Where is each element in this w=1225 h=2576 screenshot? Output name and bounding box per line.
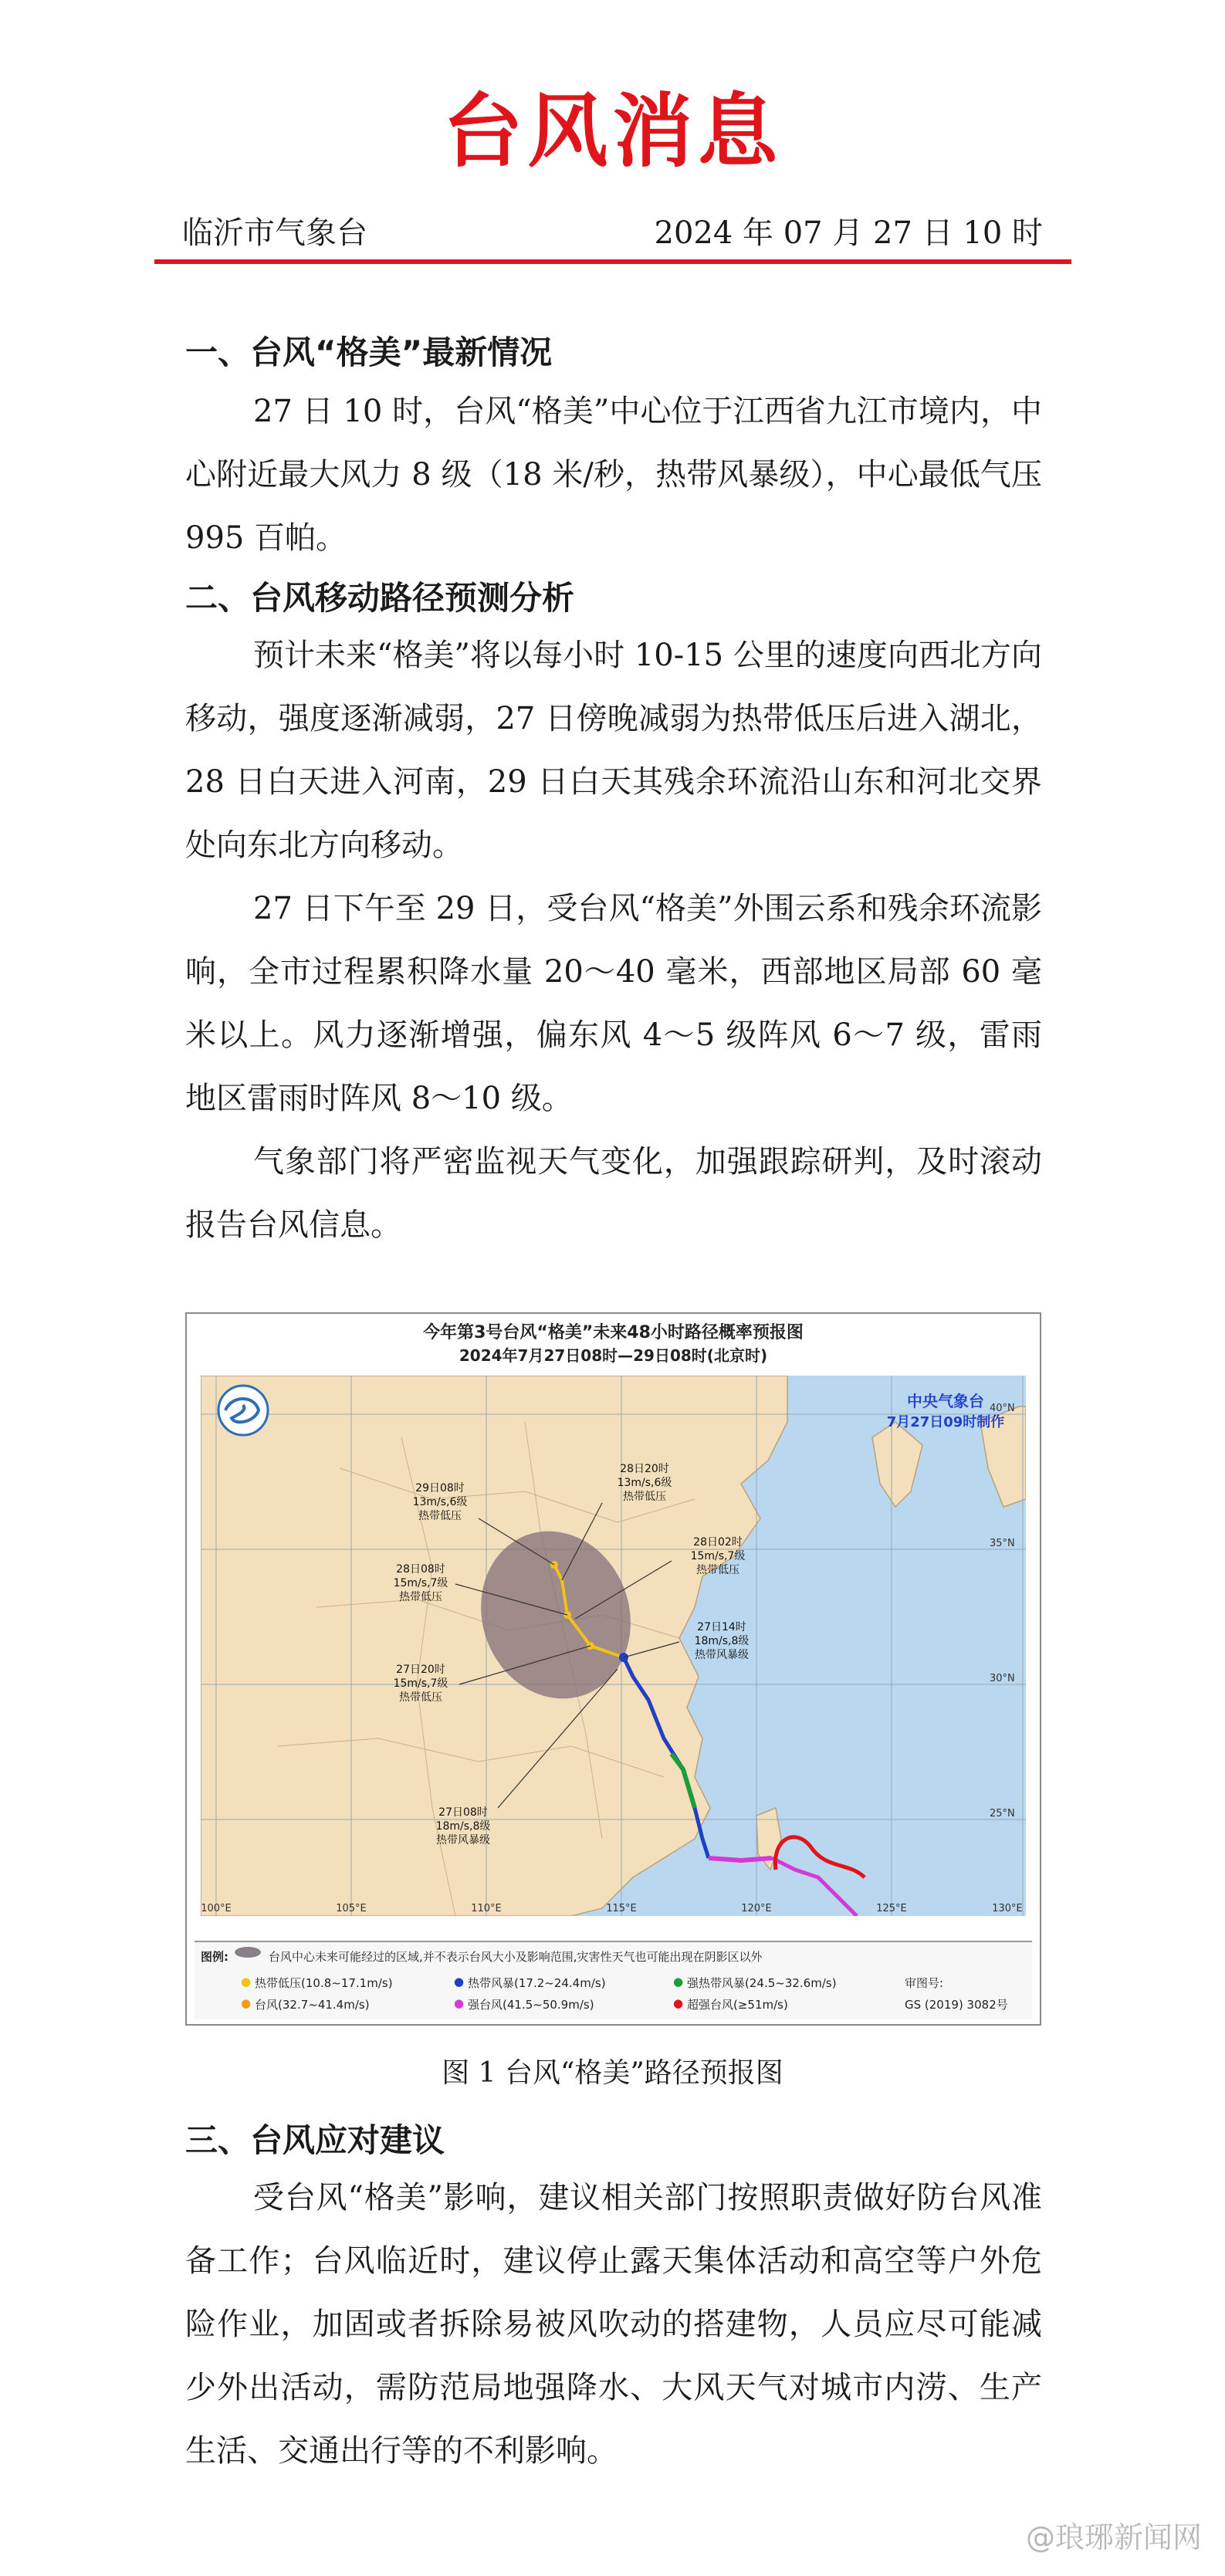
page-title: 台风消息 (442, 83, 783, 178)
track-map (201, 1376, 1026, 1916)
header-rule (154, 259, 1071, 264)
section-1-paragraph: 27 日 10 时，台风“格美”中心位于江西省九江市境内，中心附近最大风力 8 级（18 米/秒，热带风暴级），中心最低气压 995 百帕。 (185, 394, 1042, 556)
legend-dot-sts: ● (673, 1975, 684, 1989)
label-29-08-class: 热带低压 (418, 1510, 462, 1522)
legend-head: 图例: (201, 1950, 228, 1964)
cma-logo (218, 1386, 268, 1435)
issue-date: 2024 年 07 月 27 日 10 时 (654, 215, 1043, 251)
svg-text:40°N: 40°N (990, 1403, 1015, 1414)
svg-text:30°N: 30°N (990, 1673, 1015, 1684)
label-27-20-wind: 15m/s,7级 (393, 1677, 448, 1690)
legend-ts: 热带风暴(17.2~24.4m/s) (468, 1976, 606, 1990)
section-3-heading: 三、台风应对建议 (185, 2121, 445, 2159)
svg-text:130°E: 130°E (992, 1903, 1023, 1914)
svg-text:100°E: 100°E (201, 1903, 232, 1914)
section-2-paragraph-1: 预计未来“格美”将以每小时 10-15 公里的速度向西北方向移动，强度逐渐减弱，27 日傍晚减弱为热带低压后进入湖北，28 日白天进入河南，29 日白天其残余环流沿山东和河北交界处向东北方向移动。 (185, 638, 1042, 863)
svg-text:120°E: 120°E (741, 1903, 772, 1914)
svg-text:115°E: 115°E (606, 1903, 637, 1914)
review-number: GS (2019) 3082号 (905, 1998, 1008, 2012)
legend-dot-td: ● (241, 1975, 252, 1989)
typhoon-track-figure (185, 1312, 1041, 2026)
label-28-08-wind: 15m/s,7级 (393, 1577, 448, 1589)
legend-ty: 台风(32.7~41.4m/s) (255, 1998, 370, 2012)
agency-name: 中央气象台 (907, 1392, 984, 1410)
label-28-02-time: 28日02时 (693, 1536, 743, 1549)
section-1-heading: 一、台风“格美”最新情况 (185, 333, 553, 371)
legend-sty: 强台风(41.5~50.9m/s) (468, 1998, 594, 2012)
cone-swatch (235, 1947, 261, 1958)
legend-td: 热带低压(10.8~17.1m/s) (255, 1976, 393, 1990)
svg-text:25°N: 25°N (990, 1808, 1015, 1819)
label-27-14-wind: 18m/s,8级 (694, 1635, 750, 1647)
label-27-20-time: 27日20时 (396, 1664, 445, 1676)
label-28-02-wind: 15m/s,7级 (690, 1550, 746, 1562)
figure-title: 今年第3号台风“格美”未来48小时路径概率预报图 (423, 1323, 804, 1342)
label-27-14-time: 27日14时 (697, 1621, 746, 1633)
section-2-paragraph-3: 气象部门将严密监视天气变化，加强跟踪研判，及时滚动报告台风信息。 (185, 1144, 1042, 1243)
label-27-14-class: 热带风暴级 (695, 1649, 749, 1661)
label-28-08-time: 28日08时 (396, 1563, 445, 1576)
legend-super: 超强台风(≥51m/s) (687, 1998, 788, 2012)
label-29-08-wind: 13m/s,6级 (412, 1496, 468, 1508)
legend-dot-ts: ● (454, 1975, 465, 1989)
legend-dot-ty: ● (241, 1996, 252, 2010)
svg-text:35°N: 35°N (990, 1538, 1015, 1549)
observed-track-super (709, 1858, 772, 1860)
label-27-20-class: 热带低压 (399, 1691, 442, 1704)
section-3-paragraph: 受台风“格美”影响，建议相关部门按照职责做好防台风准备工作；台风临近时，建议停止露天集体活动和高空等户外危险作业，加固或者拆除易被风吹动的搭建物，人员应尽可能减少外出活动，需防范局地强降水、大风天气对城市内涝、生产生活、交通出行等的不利影响。 (185, 2180, 1042, 2469)
section-2-heading: 二、台风移动路径预测分析 (185, 579, 575, 617)
legend-sts: 强热带风暴(24.5~32.6m/s) (687, 1976, 837, 1990)
made-time: 7月27日09时制作 (886, 1414, 1005, 1430)
svg-text:110°E: 110°E (471, 1903, 502, 1914)
issuer: 临沂市气象台 (182, 215, 367, 251)
label-28-02-class: 热带低压 (696, 1564, 739, 1576)
label-27-08-wind: 18m/s,8级 (435, 1820, 491, 1833)
label-28-20-class: 热带低压 (623, 1491, 666, 1503)
figure-subtitle: 2024年7月27日08时—29日08时(北京时) (459, 1346, 768, 1365)
label-27-08-class: 热带风暴级 (436, 1834, 490, 1847)
label-27-08-time: 27日08时 (438, 1806, 488, 1819)
label-29-08-time: 29日08时 (415, 1482, 465, 1494)
section-2-paragraph-2: 27 日下午至 29 日，受台风“格美”外围云系和残余环流影响，全市过程累积降水量 20～40 毫米，西部地区局部 60 毫米以上。风力逐渐增强，偏东风 4～5 级阵风 6～7 级，雷雨地区雷雨时阵风 8～10 级。 (185, 891, 1042, 1116)
map-legend (195, 1941, 1032, 2019)
legend-dot-sty: ● (454, 1996, 465, 2010)
review-label: 审图号: (905, 1976, 944, 1990)
label-28-20-time: 28日20时 (620, 1463, 669, 1475)
svg-text:125°E: 125°E (876, 1903, 907, 1914)
label-28-08-class: 热带低压 (399, 1591, 442, 1603)
watermark: @琅琊新闻网 (1025, 2520, 1202, 2554)
figure-caption: 图 1 台风“格美”路径预报图 (442, 2057, 783, 2089)
svg-text:105°E: 105°E (336, 1903, 367, 1914)
legend-dot-super: ● (673, 1996, 684, 2010)
label-28-20-wind: 13m/s,6级 (617, 1477, 672, 1489)
legend-cone-text: 台风中心未来可能经过的区域,并不表示台风大小及影响范围,灾害性天气也可能出现在阴影区以外 (269, 1950, 763, 1964)
